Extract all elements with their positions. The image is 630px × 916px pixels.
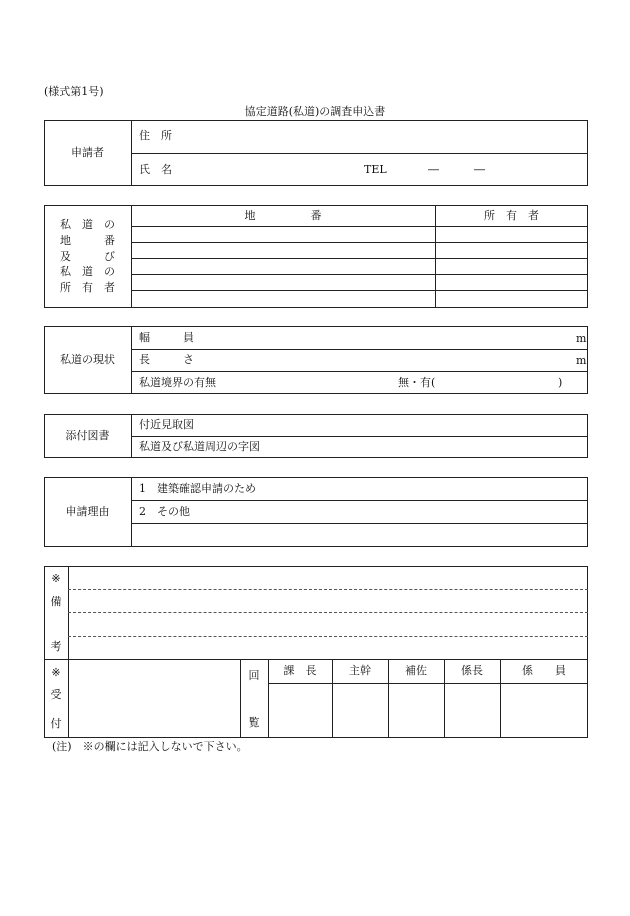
- reason-item-2: 2 その他: [139, 505, 190, 518]
- length-label: 長 さ: [139, 353, 194, 366]
- tel-dash-2: ―: [474, 163, 485, 176]
- reception-mark: ※: [51, 666, 61, 679]
- header-staff: 係 員: [522, 664, 566, 677]
- remarks-char-2: 考: [50, 640, 62, 653]
- length-unit: m: [576, 354, 587, 367]
- attachment-item-1: 付近見取図: [139, 418, 194, 431]
- attachment-item-2: 私道及び私道周辺の字図: [139, 440, 260, 453]
- circulation-char-1: 回: [248, 669, 260, 682]
- header-chief-official: 主幹: [349, 664, 371, 677]
- lot-number-header: 地 番: [244, 209, 322, 222]
- boundary-label: 私道境界の有無: [139, 376, 216, 389]
- status-label: 私道の現状: [60, 353, 115, 366]
- reception-char-2: 付: [50, 717, 62, 730]
- address-label: 住 所: [139, 129, 172, 142]
- reason-item-1: 1 建築確認申請のため: [139, 482, 256, 495]
- remarks-char-1: 備: [50, 595, 62, 608]
- name-label: 氏 名: [139, 163, 172, 176]
- reason-label: 申請理由: [65, 505, 110, 518]
- boundary-choice: 無・有(: [398, 376, 436, 389]
- header-subsection-chief: 係長: [461, 664, 483, 677]
- tel-dash-1: ―: [428, 163, 439, 176]
- owners-label-line-2: 地 番: [60, 234, 115, 247]
- owners-label-line-3: 及 び: [60, 250, 115, 263]
- remarks-mark: ※: [51, 572, 61, 585]
- header-section-chief: 課 長: [283, 664, 317, 677]
- width-label: 幅 員: [139, 331, 194, 344]
- tel-label: TEL: [364, 163, 387, 176]
- reception-char-1: 受: [50, 688, 62, 701]
- office-use-section: [44, 566, 588, 738]
- owners-label-line-1: 私 道 の: [60, 218, 115, 231]
- page-title: 協定道路(私道)の調査申込書: [244, 105, 386, 118]
- owner-header: 所 有 者: [484, 209, 539, 222]
- form-number: (様式第1号): [44, 85, 104, 98]
- width-unit: m: [576, 332, 587, 345]
- applicant-label: 申請者: [71, 146, 104, 159]
- header-assistant: 補佐: [405, 664, 427, 677]
- footnote: (注) ※の欄には記入しないで下さい。: [52, 740, 248, 753]
- boundary-close-paren: ): [558, 376, 563, 389]
- owners-label-line-4: 私 道 の: [60, 265, 115, 278]
- attachments-label: 添付図書: [65, 429, 110, 442]
- circulation-char-2: 覧: [248, 716, 260, 729]
- owners-label-line-5: 所 有 者: [60, 281, 115, 294]
